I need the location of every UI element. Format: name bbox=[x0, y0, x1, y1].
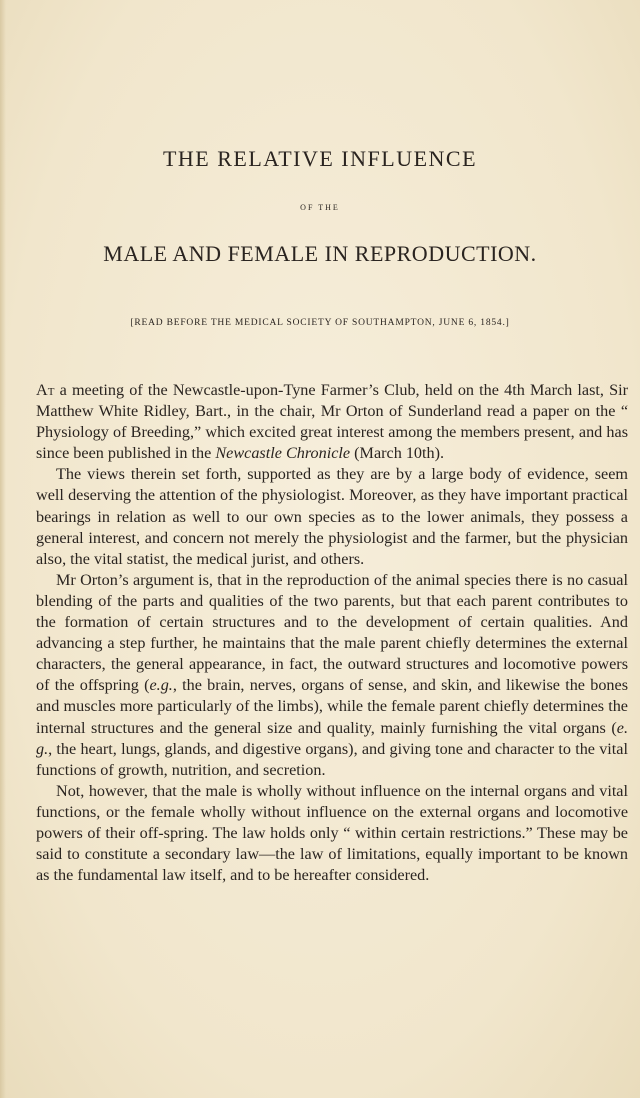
article-body bbox=[36, 380, 628, 886]
paragraph-1 bbox=[36, 380, 628, 464]
paragraph-lead-word: At bbox=[36, 381, 55, 399]
article-title-connector: OF THE bbox=[300, 203, 340, 212]
paragraph-3-text-b: , the brain, nerves, organs of sense, and skin, and likewise the bones and muscles more particularly of the limbs), while the female parent chiefly determines the internal structures and the general size and quality, mainly furnishing the vital organs ( bbox=[36, 676, 628, 737]
reading-note: [READ BEFORE THE MEDICAL SOCIETY OF SOUTHAMPTON, JUNE 6, 1854.] bbox=[130, 318, 510, 328]
example-abbrev-2: e. g. bbox=[36, 718, 628, 758]
paragraph-2: The views therein set forth, supported as they are by a large body of evidence, seem well deserving the attention of the physiologist. Moreover, as they have important practical bearings in relation as well to our own species as to the lower animals, they possess a general interest, and concern not merely the physiologist and the farmer, but the physician also, the vital statist, the medical jurist, and others. bbox=[36, 465, 628, 568]
paragraph-1-tail: (March 10th). bbox=[350, 444, 445, 463]
example-abbrev-1: e.g. bbox=[149, 676, 173, 695]
article-title-line-1: THE RELATIVE INFLUENCE bbox=[162, 146, 478, 171]
paragraph-1-text: a meeting of the Newcastle-upon-Tyne Farmer’s Club, held on the 4th March last, Sir Matthew White Ridley, Bart., in the chair, Mr Orton of Sunderland read a paper on the “ Physiology of Breeding,” which excited great interest among the members present, and has since been published in the bbox=[36, 381, 628, 463]
paragraph-3 bbox=[36, 570, 628, 781]
paragraph-4: Not, however, that the male is wholly without influence on the internal organs and vital functions, or the female wholly without influence on the external organs and locomotive powers of their off-spring. The law holds only “ within certain restrictions.” These may be said to constitute a secondary law—the law of limitations, equally important to be known as the fundamental law itself, and to be hereafter considered. bbox=[36, 781, 628, 885]
article-title-line-2: MALE AND FEMALE IN REPRODUCTION. bbox=[103, 241, 537, 266]
newspaper-title: Newcastle Chronicle bbox=[215, 444, 351, 463]
paragraph-3-text-c: , the heart, lungs, glands, and digestive organs), and giving tone and character to the vital functions of growth, nutrition, and secretion. bbox=[36, 739, 628, 779]
paragraph-3-text-a: Mr Orton’s argument is, that in the reproduction of the animal species there is no casual blending of the parts and qualities of the two parents, but that each parent contributes to the formation of certain structures and to the development of certain qualities. And advancing a step further, he maintains that the male parent chiefly determines the external characters, the general appearance, in fact, the outward structures and locomotive powers of the offspring ( bbox=[36, 570, 628, 695]
